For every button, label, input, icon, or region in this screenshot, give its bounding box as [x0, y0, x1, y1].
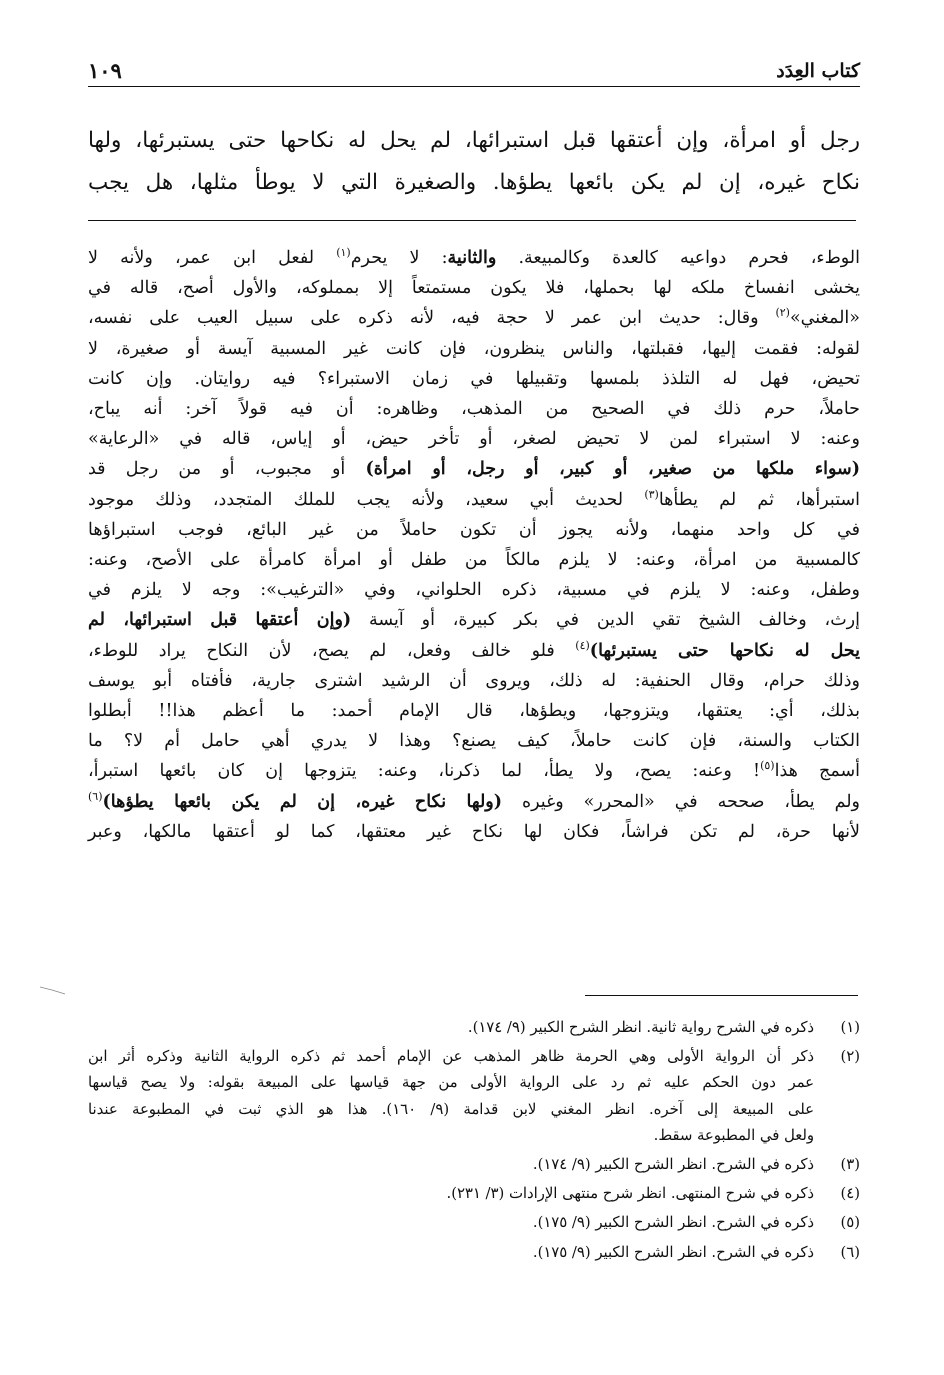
footnote-number: (٣)	[840, 1156, 860, 1174]
matn-text	[88, 120, 860, 204]
matn-line: نكاح غيره، إن لم يكن بائعها يطؤها. والصغيرة التي لا يوطأ مثلها، هل يجب	[88, 170, 860, 195]
footnote-ref: (١)	[336, 246, 351, 260]
footnote: (٥) ذكره في الشرح. انظر الشرح الكبير (٩/ ١٧٥).	[88, 1210, 860, 1236]
footnote-ref: (٢)	[775, 306, 790, 320]
footnote: (١) ذكره في الشرح رواية ثانية. انظر الشرح الكبير (٩/ ١٧٤).	[88, 1015, 860, 1041]
footnote: (٣) ذكره في الشرح. انظر الشرح الكبير (٩/ ١٧٤).	[88, 1152, 860, 1178]
commentary-line: تحيض، فهل له التلذذ بلمسها وتقبيلها في زمان الاستبراء؟ فيه روايتان. وإن كانت	[88, 368, 860, 389]
footnote-number: (٥)	[840, 1214, 860, 1232]
commentary-line: وذلك حرام، وقال الحنفية: له ذلك، ويروى أن الرشيد اشترى جارية، فأفتاه أبو يوسف	[88, 670, 860, 691]
footnote: (٤) ذكره في شرح المنتهى. انظر شرح منتهى الإرادات (٣/ ٢٣١).	[88, 1181, 860, 1207]
header-rule	[88, 86, 860, 87]
footnote: (٢) ذكر أن الرواية الأولى وهي الحرمة ظاهر المذهب عن الإمام أحمد ثم ذكره الرواية الثانية وذكره أثر ابن عمر دون الحكم عليه ثم رد على الرواية الأولى من جهة قياسها على المبيعة بقوله: ولا يصح قياسها على المبيعة إلى آخره. انظر المغني لابن قدامة (٩/ ١٦٠). هذا هو الذي ثبت في المطبوعة عندنا ولعل في المطبوعة سقط.	[88, 1044, 860, 1149]
commentary-line: (سواء ملكها من صغير، أو كبير، أو رجل، أو امرأة) أو مجبوب، أو من رجل قد	[88, 459, 860, 480]
commentary-line: ولم يطأ، صححه في «المحرر» وغيره (ولها نكاح غيره، إن لم يكن بائعها يطؤها)$^{(٦)}$	[88, 789, 861, 812]
commentary-line: الكتاب والسنة، فإن كانت حاملاً، كيف يصنع؟ وهذا لا يدري أهي حامل أم لا؟ ما	[88, 731, 860, 752]
footnote-ref: (٦)	[88, 789, 103, 803]
commentary-line: استبرأها، ثم لم يطأها$^{(٣)}$ لحديث أبي سعيد، ولأنه يجب للملك المتجدد، وذلك موجود	[88, 487, 860, 510]
commentary-line: الوطء، فحرم دواعيه كالعدة وكالمبيعة. والثانية: لا يحرم$^{(١)}$ لفعل ابن عمر، ولأنه لا	[88, 246, 861, 268]
commentary-line: لقوله: فقمت إليها، فقبلتها، والناس ينظرون، فإن كانت غير المسبية آيسة أو صغيرة، لا	[88, 338, 860, 359]
commentary-line: كالمسبية من امرأة، وعنه: لا يلزم مالكاً من طفل أو امرأة كامرأة على الأصح، وعنه:	[88, 550, 860, 571]
commentary-line: إرث، وخالف الشيخ تقي الدين في بكر كبيرة، أو آيسة (وإن أعتقها قبل استبرائها، لم	[88, 610, 860, 631]
commentary-text	[88, 243, 860, 847]
commentary-line: «المغني»$^{(٢)}$ وقال: حديث ابن عمر لا حجة فيه، لأنه ذكره على سبيل العيب على نفسه،	[88, 306, 860, 329]
footnote-ref: (٣)	[644, 487, 659, 501]
footnote-ref: (٤)	[575, 638, 590, 652]
chapter-title: كتاب العِدَد	[776, 60, 860, 82]
footnote-divider	[585, 995, 858, 996]
commentary-line: يخشى انفساخ ملكه لها بحملها، فلا يكون مستمتعاً إلا بمملوكه، والأول أصح، قاله في	[88, 278, 860, 299]
footnote: (٦) ذكره في الشرح. انظر الشرح الكبير (٩/ ١٧٥).	[88, 1240, 860, 1266]
commentary-line: أسمج هذا$^{(٥)}$! وعنه: يصح، ولا يطأ، لما ذكرنا، وعنه: يتزوجها إن كان بائعها استبرأ،	[88, 759, 860, 782]
footnote-number: (٤)	[840, 1185, 860, 1203]
commentary-line: وطفل، وعنه: لا يلزم في مسبية، ذكره الحلواني، وفي «الترغيب»: وجه لا يلزم في	[88, 580, 860, 601]
commentary-line: في كل واحد منهما، ولأنه يجوز أن تكون حاملاً من غير البائع، فوجب استبراؤها	[88, 519, 860, 540]
commentary-line: حاملاً، حرم ذلك في الصحيح من المذهب، وظاهره: أن فيه قولاً آخر: أنه يباح،	[88, 399, 860, 420]
footnote-number: (٦)	[840, 1243, 860, 1261]
commentary-line: يحل له نكاحها حتى يستبرئها)$^{(٤)}$ فلو خالف وفعل، لم يصح، لأن النكاح يراد للوطء،	[88, 638, 860, 661]
matn-divider	[88, 220, 856, 221]
matn-line: رجل أو امرأة، وإن أعتقها قبل استبرائها، لم يحل له نكاحها حتى يستبرئها، ولها	[88, 128, 860, 153]
page-number: ١٠٩	[88, 58, 122, 83]
footnote-ref: (٥)	[760, 759, 775, 773]
scan-speck	[38, 985, 68, 995]
footnotes	[88, 1015, 860, 1269]
footnote-number: (٢)	[840, 1048, 860, 1066]
page-header	[88, 58, 860, 88]
footnote-number: (١)	[840, 1019, 860, 1036]
commentary-line: بذلك، أي: يعتقها، ويتزوجها، ويطؤها، قال الإمام أحمد: ما أعظم هذا!! أبطلوا	[88, 701, 860, 722]
commentary-line: لأنها حرة، لم تكن فراشاً، فكان لها نكاح غير معتقها، كما لو أعتقها مالكها، وعبر	[88, 821, 860, 842]
commentary-line: وعنه: لا استبراء لمن لا تحيض لصغر، أو تأخر حيض، أو إياس، قاله في «الرعاية»	[88, 429, 860, 450]
